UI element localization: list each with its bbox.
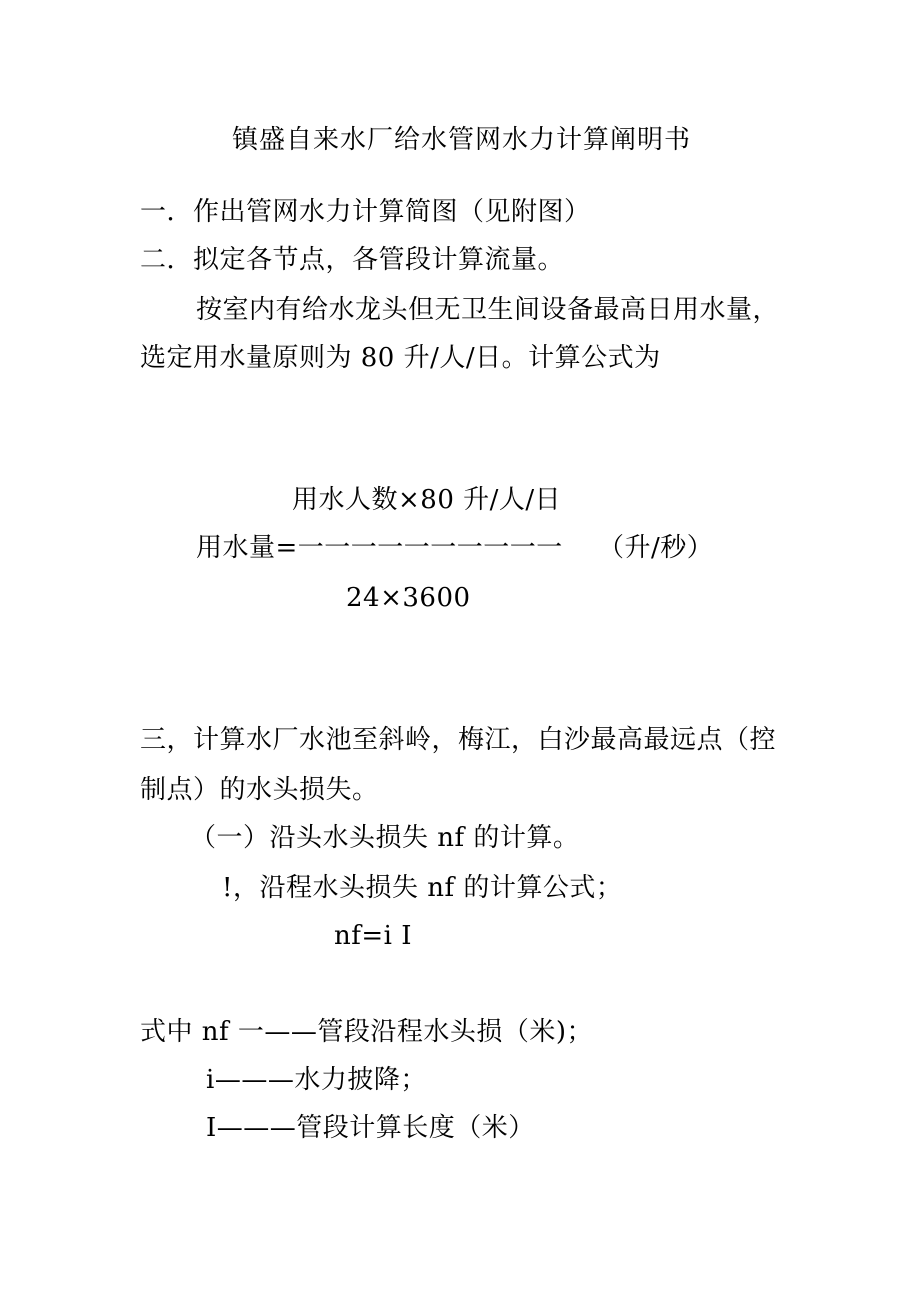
section-heading-2: 二．拟定各节点，各管段计算流量。 — [140, 245, 565, 275]
definition-i: i———水力披降； — [206, 1065, 427, 1095]
subsection-heading: （一）沿头水头损失 nf 的计算。 — [190, 823, 580, 853]
section-heading-1: 一．作出管网水力计算简图（见附图） — [140, 197, 591, 227]
section-heading-3: 三，计算水厂水池至斜岭，梅江，白沙最高最远点（控 — [140, 725, 777, 755]
paragraph-line: 选定用水量原则为 80 升/人/日。计算公式为 — [140, 343, 661, 373]
formula-unit: （升/秒） — [598, 533, 714, 563]
formula-numerator: 用水人数×80 升/人/日 — [292, 485, 562, 515]
formula-lhs: 用水量=一一一一一一一一一一 — [196, 533, 563, 563]
equation: nf=i I — [334, 921, 413, 951]
list-item: !，沿程水头损失 nf 的计算公式； — [222, 873, 623, 903]
paragraph-line: 按室内有给水龙头但无卫生间设备最高日用水量， — [196, 295, 780, 325]
section-heading-3-cont: 制点）的水头损失。 — [140, 775, 379, 805]
document-title: 镇盛自来水厂给水管网水力计算阐明书 — [232, 125, 692, 155]
formula-denominator: 24×3600 — [346, 583, 471, 613]
definition-I: I———管段计算长度（米） — [206, 1113, 535, 1143]
definition-nf: 式中 nf 一——管段沿程水头损（米)； — [140, 1017, 594, 1047]
